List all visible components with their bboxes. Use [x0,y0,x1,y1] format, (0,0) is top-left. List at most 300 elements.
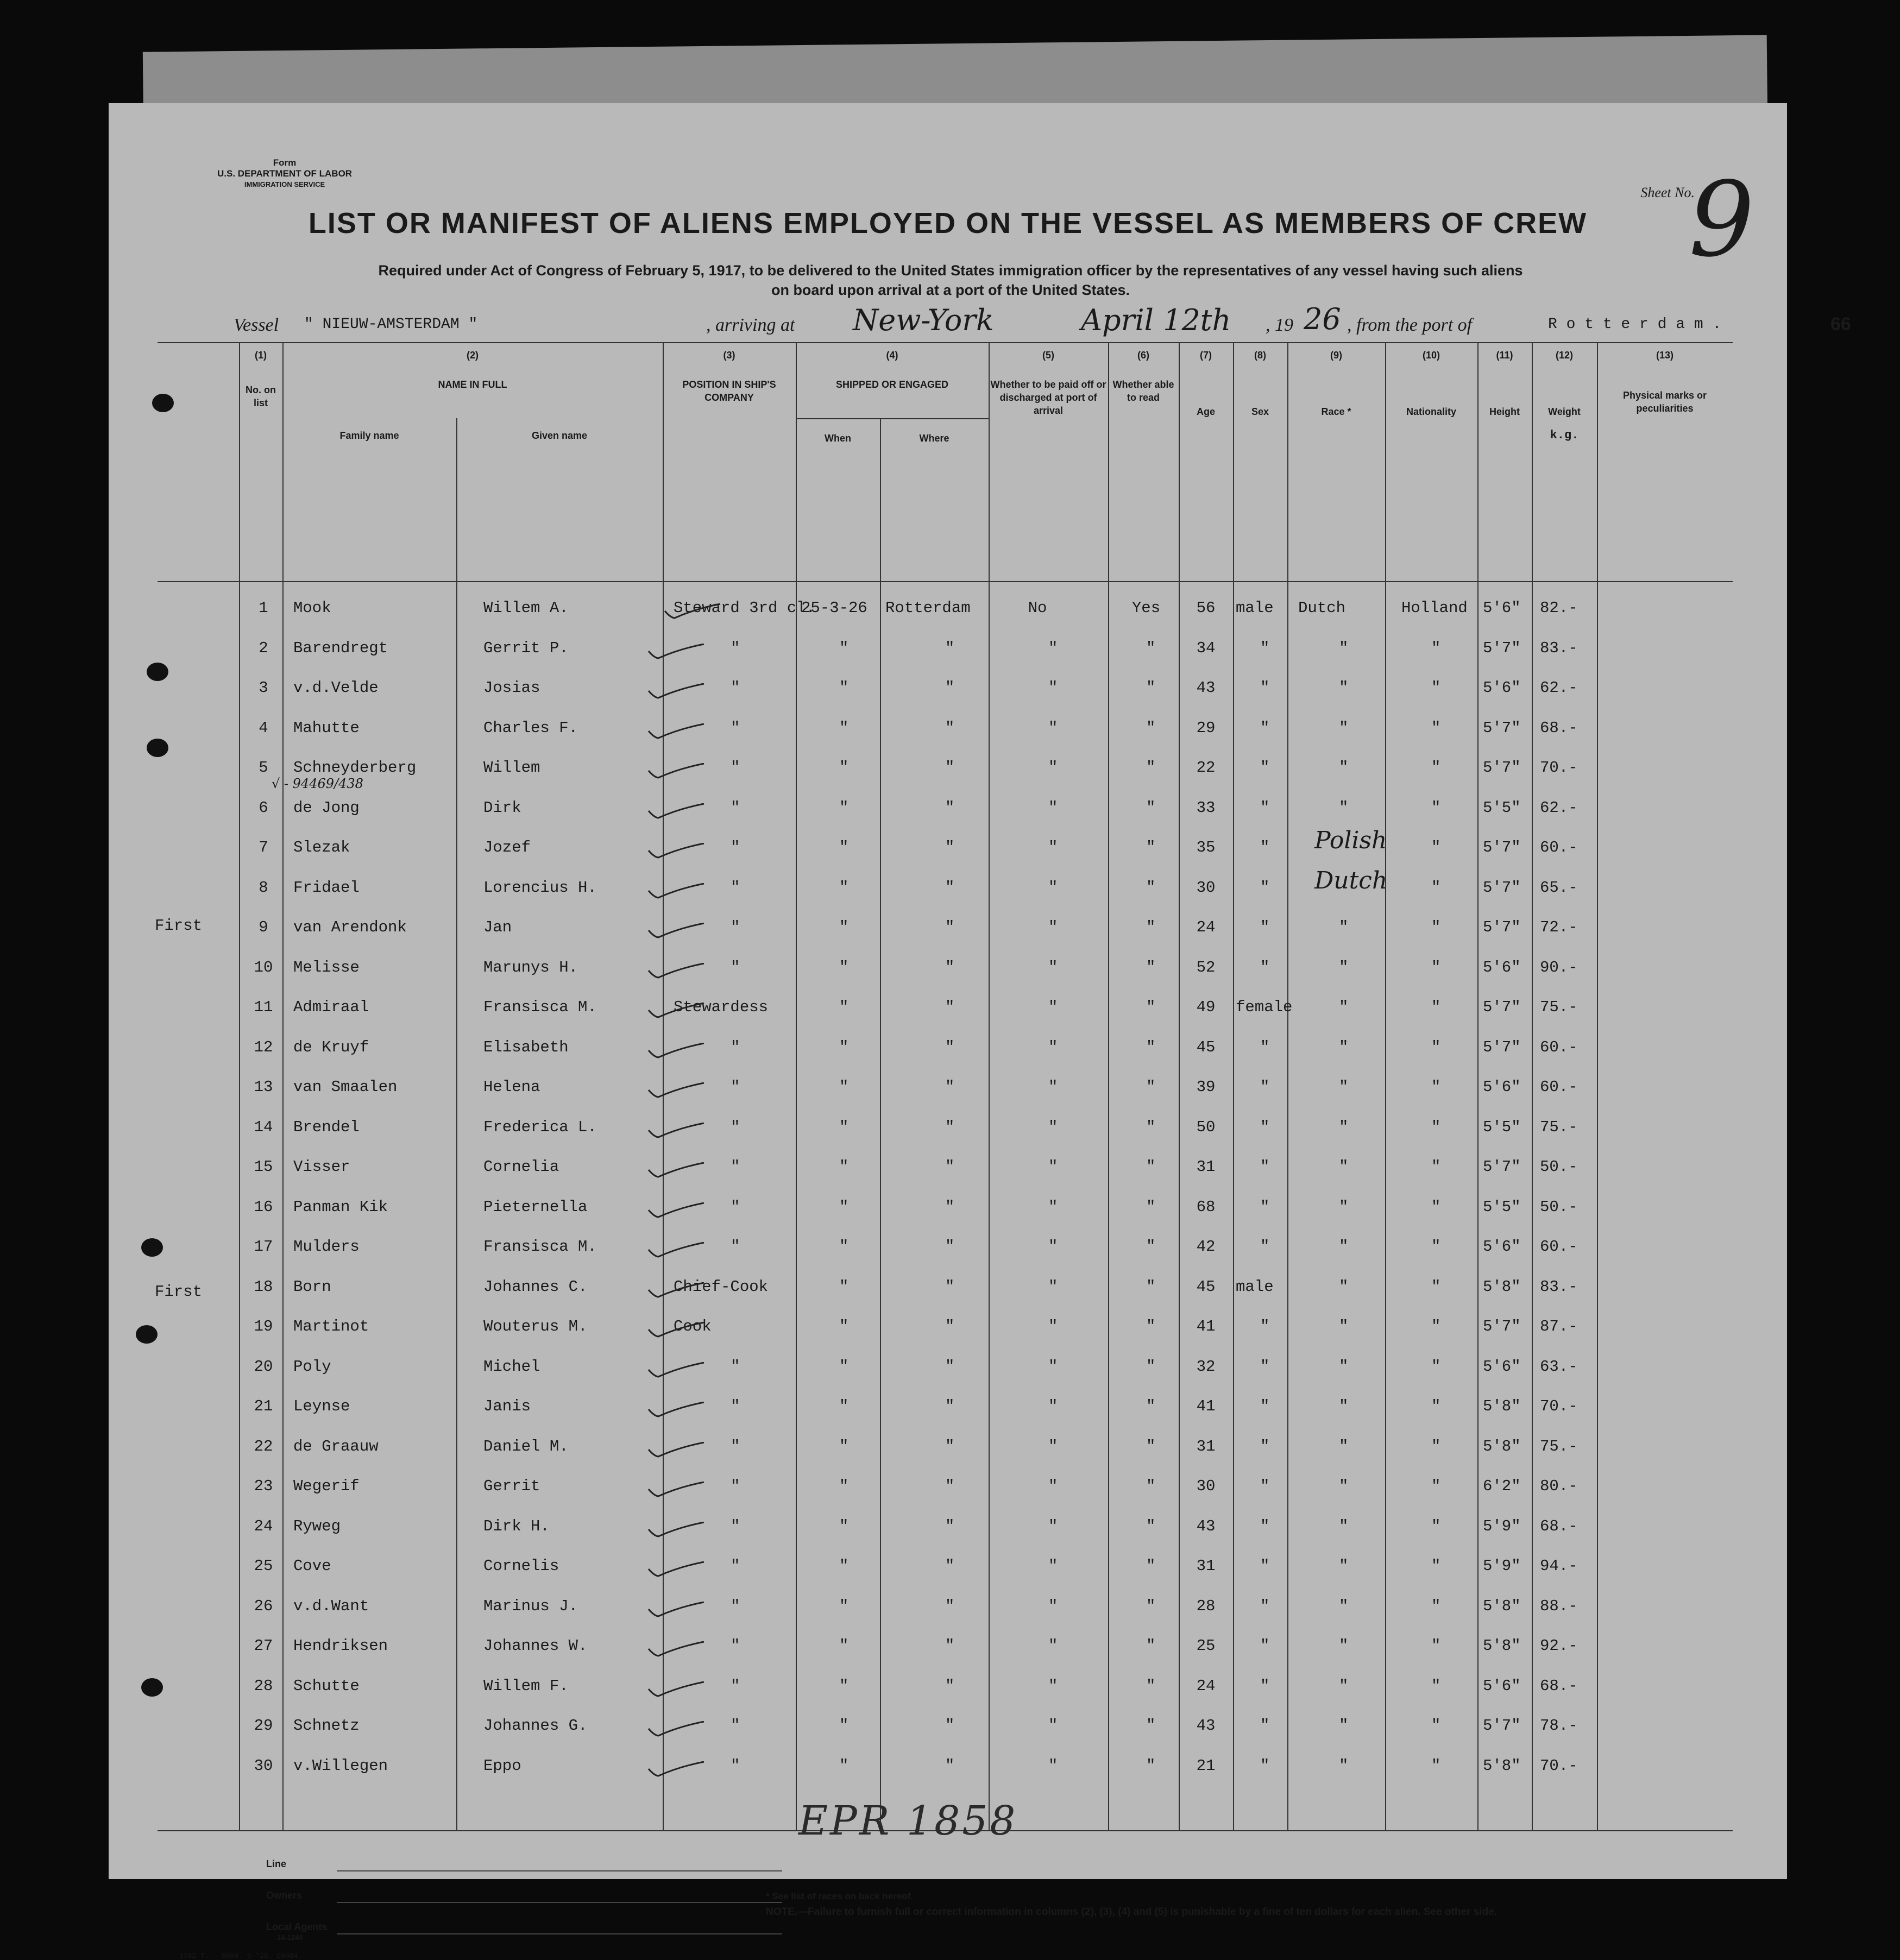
ditto-mark: " [1048,958,1058,976]
ditto-mark: " [1048,1437,1058,1455]
check-mark-icon [646,1162,706,1178]
cell-weight: 70.- [1540,759,1578,777]
binder-hole [152,394,174,412]
cell-weight: 90.- [1540,958,1578,976]
ditto-mark: " [731,1597,740,1615]
table-row [114,1587,1787,1627]
cell-age: 50 [1196,1118,1216,1136]
ditto-mark: " [1339,1078,1349,1096]
ditto-mark: " [1339,958,1349,976]
binder-hole [147,739,168,757]
cell-height: 5'7" [1483,918,1521,936]
ditto-mark: " [1431,1717,1441,1735]
ditto-mark: " [1339,918,1349,936]
cell-age: 21 [1196,1756,1216,1775]
ditto-mark: " [945,1437,955,1455]
ditto-mark: " [839,1677,849,1695]
ditto-mark: " [1048,1038,1058,1056]
cell-no: 23 [254,1477,273,1495]
ditto-mark: " [945,998,955,1016]
ditto-mark: " [1048,1477,1058,1495]
cell-family: Ryweg [293,1517,341,1535]
ditto-mark: " [1146,1078,1156,1096]
table-row [114,749,1787,791]
ditto-mark: " [839,958,849,976]
arrival-date: April 12th [1081,303,1231,337]
cell-weight: 83.- [1540,639,1578,657]
cell-family: v.d.Velde [293,679,379,697]
cell-given: Willem F. [483,1677,569,1695]
cell-given: Charles F. [483,719,578,737]
ditto-mark: " [945,1198,955,1216]
col-no-header: (1) No. on list [246,350,276,408]
table-row [114,1547,1787,1586]
cell-height: 5'7" [1483,878,1521,897]
cell-weight: 88.- [1540,1597,1578,1615]
cell-height: 5'9" [1483,1517,1521,1535]
cell-height: 5'5" [1483,1118,1521,1136]
ditto-mark: " [1431,1277,1441,1296]
cell-weight: 60.- [1540,1238,1578,1256]
table-row [114,1467,1787,1507]
ditto-mark: " [731,798,740,817]
cell-no: 5 [259,759,268,777]
ditto-mark: " [1431,1158,1441,1176]
ditto-mark: " [945,839,955,856]
binder-hole [141,1238,163,1257]
inspector-stamp: EPR 1858 [798,1798,1018,1844]
ditto-mark: " [1431,759,1441,777]
ditto-mark: " [945,1477,955,1495]
table-row [114,988,1787,1028]
ditto-mark: " [945,1717,955,1735]
cell-weight: 75.- [1540,998,1578,1016]
ditto-mark: " [1146,1557,1156,1575]
ditto-mark: " [1048,1756,1058,1775]
ditto-mark: " [731,1717,740,1735]
cell-weight: 70.- [1540,1756,1578,1775]
ditto-mark: " [1260,1038,1270,1056]
ditto-mark: " [1339,1357,1349,1376]
check-mark-icon [646,1082,706,1099]
check-mark-icon [646,1482,706,1498]
cell-family: v.d.Want [293,1597,369,1615]
table-row [114,1228,1787,1267]
col-given-header: Given name [531,430,588,441]
check-mark-icon [646,1242,706,1258]
ditto-mark: " [945,759,955,777]
table-row [114,1308,1787,1347]
ditto-mark: " [1339,1118,1349,1136]
cell-height: 5'8" [1483,1437,1521,1455]
ditto-mark: " [731,1038,740,1056]
cell-age: 52 [1196,958,1216,976]
ditto-mark: " [1260,1238,1270,1256]
ditto-mark: " [945,958,955,976]
ditto-mark: " [1048,1198,1058,1216]
department: U.S. DEPARTMENT OF LABOR [217,168,353,179]
ditto-mark: " [1431,798,1441,817]
ditto-mark: " [1146,1198,1156,1216]
ditto-mark: " [731,1756,740,1775]
check-mark-icon [646,1202,706,1219]
ditto-mark: " [945,1756,955,1775]
table-row [114,1108,1787,1148]
table-row [114,589,1787,628]
ditto-mark: " [1048,639,1058,657]
cell-no: 4 [259,719,268,737]
cell-no: 16 [254,1198,273,1216]
check-mark-icon [646,1003,706,1019]
check-mark-icon [646,1721,706,1737]
cell-height: 5'8" [1483,1597,1521,1615]
side-note-first-2: First [155,1283,203,1301]
ditto-mark: " [731,1357,740,1376]
cell-given: Johannes C. [483,1277,588,1296]
cell-given: Jozef [483,839,531,856]
ditto-mark: " [1048,1557,1058,1575]
cell-age: 22 [1196,759,1216,777]
ditto-mark: " [1260,1517,1270,1535]
ditto-mark: " [1146,1477,1156,1495]
cell-family: v.Willegen [293,1756,388,1775]
port-name: R o t t e r d a m . [1548,316,1722,333]
cell-age: 29 [1196,719,1216,737]
cell-given: Gerrit P. [483,639,569,657]
ditto-mark: " [945,1118,955,1136]
cell-age: 24 [1196,918,1216,936]
check-mark-icon [646,1123,706,1139]
table-row [114,789,1787,828]
cell-family: Brendel [293,1118,360,1136]
cell-age: 33 [1196,798,1216,817]
cell-paid: No [1028,599,1047,617]
ditto-mark: " [1048,1078,1058,1096]
ditto-mark: " [839,1277,849,1296]
cell-no: 6 [259,798,268,817]
ditto-mark: " [1260,1078,1270,1096]
ditto-mark: " [945,639,955,657]
ditto-mark: " [1146,639,1156,657]
cell-family: van Smaalen [293,1078,398,1096]
check-mark-icon [646,1561,706,1578]
ditto-mark: " [731,958,740,976]
subtitle-line-2: on board upon arrival at a port of the United States. [771,282,1130,298]
table-row [114,1707,1787,1746]
cell-where: Rotterdam [885,599,971,617]
cell-position: Steward 3rd cl. [674,599,816,617]
arriving-place: New-York [853,303,994,337]
cell-age: 34 [1196,639,1216,657]
cell-no: 28 [254,1677,273,1695]
cell-family: Schutte [293,1677,360,1695]
check-mark-icon [646,963,706,979]
ditto-mark: " [1146,1677,1156,1695]
ditto-mark: " [1260,1437,1270,1455]
agents-label: Local Agents [266,1921,328,1932]
cell-age: 45 [1196,1038,1216,1056]
cell-no: 26 [254,1597,273,1615]
col-family-header: Family name [339,430,399,441]
ditto-mark: " [1048,798,1058,817]
check-mark-icon [646,1602,706,1618]
cell-family: Schnetz [293,1717,360,1735]
agents-field [337,1933,782,1934]
cell-age: 31 [1196,1437,1216,1455]
from-port-label: , from the port of [1347,315,1473,335]
ditto-mark: " [731,1517,740,1535]
line-field [337,1870,782,1871]
ditto-mark: " [1431,998,1441,1016]
ditto-mark: " [1260,1397,1270,1415]
table-row [114,1428,1787,1467]
ditto-mark: " [1260,639,1270,657]
cell-given: Gerrit [483,1477,540,1495]
cell-family: Hendriksen [293,1637,388,1655]
cell-no: 29 [254,1717,273,1735]
ditto-mark: " [1048,1637,1058,1655]
ditto-mark: " [945,1517,955,1535]
cell-no: 1 [259,599,268,617]
ditto-mark: " [945,1078,955,1096]
ditto-mark: " [731,1477,740,1495]
ditto-mark: " [1048,719,1058,737]
cell-no: 21 [254,1397,273,1415]
cell-weight: 62.- [1540,798,1578,817]
ditto-mark: " [731,719,740,737]
cell-height: 5'6" [1483,1238,1521,1256]
ditto-mark: " [1146,1118,1156,1136]
cell-weight: 72.- [1540,918,1578,936]
ditto-mark: " [1146,1517,1156,1535]
ditto-mark: " [1146,1437,1156,1455]
cell-weight: 94.- [1540,1557,1578,1575]
ditto-mark: " [839,1318,849,1335]
year-prefix: , 19 [1266,315,1293,335]
cell-no: 9 [259,918,268,936]
cell-given: Marinus J. [483,1597,578,1615]
ditto-mark: " [1339,1477,1349,1495]
cell-given: Dirk [483,798,521,817]
check-mark-icon [646,1522,706,1538]
cell-no: 30 [254,1756,273,1775]
ditto-mark: " [731,1078,740,1096]
cell-given: Fransisca M. [483,998,597,1016]
ditto-mark: " [1048,878,1058,897]
ditto-mark: " [1431,1318,1441,1335]
ditto-mark: " [839,998,849,1016]
cell-given: Frederica L. [483,1118,597,1136]
cell-no: 11 [254,998,273,1016]
cell-age: 30 [1196,1477,1216,1495]
cell-race: Dutch [1298,599,1346,617]
table-row [114,1388,1787,1427]
cell-given: Pieternella [483,1198,588,1216]
ditto-mark: " [731,759,740,777]
ditto-mark: " [1260,958,1270,976]
cell-age: 68 [1196,1198,1216,1216]
cell-family: Schneyderberg [293,759,417,777]
table-row [114,1627,1787,1666]
ditto-mark: " [839,878,849,897]
cell-family: Visser [293,1158,350,1176]
ditto-mark: " [731,1397,740,1415]
vessel-label: Vessel [234,315,279,335]
side-note-first-1: First [155,917,203,935]
ditto-mark: " [1260,1477,1270,1495]
cell-height: 5'7" [1483,1158,1521,1176]
ditto-mark: " [1260,1557,1270,1575]
ditto-mark: " [1048,1517,1058,1535]
cell-no: 10 [254,958,273,976]
check-mark-icon [646,1402,706,1418]
cell-age: 30 [1196,878,1216,897]
cell-height: 5'7" [1483,1318,1521,1335]
cell-no: 7 [259,839,268,856]
cell-height: 5'7" [1483,759,1521,777]
ditto-mark: " [945,918,955,936]
check-mark-icon [646,1641,706,1658]
check-mark-icon [646,1681,706,1698]
ditto-mark: " [1260,878,1270,897]
ditto-mark: " [1260,759,1270,777]
ditto-mark: " [839,1637,849,1655]
ditto-mark: " [945,1397,955,1415]
ditto-mark: " [1048,1357,1058,1376]
penalty-note: NOTE.—Failure to furnish full or correct information in columns (2), (3), (4) and (5) is punishable by a fine of ten dollars for each alien. See other side. [766,1906,1498,1918]
table-row [114,1268,1787,1307]
cell-nat: Holland [1401,599,1468,617]
cell-weight: 60.- [1540,839,1578,856]
cell-family: Slezak [293,839,350,856]
col-age-header: (7) Age [1196,350,1215,417]
cell-weight: 82.- [1540,599,1578,617]
check-mark-icon [646,1761,706,1778]
ditto-mark: " [1146,1238,1156,1256]
ditto-mark: " [1048,1677,1058,1695]
ditto-mark: " [1146,1318,1156,1335]
ditto-mark: " [1339,679,1349,697]
cell-family: Leynse [293,1397,350,1415]
ditto-mark: " [1146,1397,1156,1415]
check-mark-icon [646,1362,706,1378]
form-label: Form [273,157,297,168]
ditto-mark: " [1431,1677,1441,1695]
ditto-mark: " [731,918,740,936]
race-handwritten: Dutch [1314,866,1388,894]
check-mark-icon [646,1442,706,1458]
cell-age: 32 [1196,1357,1216,1376]
ditto-mark: " [731,878,740,897]
table-row [114,1148,1787,1187]
cell-age: 41 [1196,1397,1216,1415]
ditto-mark: " [1260,1756,1270,1775]
ditto-mark: " [1146,839,1156,856]
check-mark-icon [646,883,706,899]
ditto-mark: " [1339,1277,1349,1296]
cell-family: Martinot [293,1318,369,1335]
ditto-mark: " [1431,719,1441,737]
check-mark-icon [646,1322,706,1338]
cell-height: 5'6" [1483,599,1521,617]
cell-no: 15 [254,1158,273,1176]
col-race-header: (9) Race * [1321,350,1351,417]
cell-height: 5'8" [1483,1756,1521,1775]
header-bottom-line [158,581,1733,582]
ditto-mark: " [1146,1158,1156,1176]
service: IMMIGRATION SERVICE [244,180,325,188]
ditto-mark: " [1339,1677,1349,1695]
table-row [114,949,1787,988]
cell-height: 5'8" [1483,1637,1521,1655]
binder-hole [141,1678,163,1697]
ditto-mark: " [945,1277,955,1296]
cell-sex: male [1236,1277,1274,1296]
cell-weight: 68.- [1540,1517,1578,1535]
cell-given: Cornelis [483,1557,559,1575]
cell-family: Barendregt [293,639,388,657]
ditto-mark: " [1431,839,1441,856]
ditto-mark: " [839,1517,849,1535]
ditto-mark: " [1339,998,1349,1016]
cell-no: 22 [254,1437,273,1455]
cell-family: Melisse [293,958,360,976]
ditto-mark: " [945,798,955,817]
table-row [114,1348,1787,1387]
ditto-mark: " [1048,1118,1058,1136]
ditto-mark: " [1339,1397,1349,1415]
cell-given: Dirk H. [483,1517,550,1535]
cell-weight: 50.- [1540,1198,1578,1216]
ditto-mark: " [945,1158,955,1176]
cell-sex: male [1236,599,1274,617]
col-read-header: (6) Whether able to read [1112,350,1174,403]
col-paid-header: (5) Whether to be paid off or discharged at port of arrival [990,350,1106,416]
ditto-mark: " [1048,1277,1058,1296]
cell-no: 8 [259,878,268,897]
cell-position: Chief-Cook [674,1277,769,1296]
cell-height: 5'5" [1483,798,1521,817]
cell-family: Mahutte [293,719,360,737]
cell-given: Willem A. [483,599,569,617]
table-row [114,1029,1787,1068]
arriving-label: , arriving at [706,315,795,335]
cell-weight: 68.- [1540,1677,1578,1695]
subheader-line [796,418,989,419]
ditto-mark: " [839,639,849,657]
check-mark-icon [646,683,706,699]
cell-no: 18 [254,1277,273,1296]
ditto-mark: " [731,1238,740,1256]
ditto-mark: " [731,639,740,657]
ditto-mark: " [839,1437,849,1455]
ditto-mark: " [1431,1517,1441,1535]
ditto-mark: " [1260,798,1270,817]
ditto-mark: " [1260,719,1270,737]
table-row [114,629,1787,669]
ditto-mark: " [1146,719,1156,737]
cell-family: Mook [293,599,331,617]
cell-weight: 70.- [1540,1397,1578,1415]
ditto-mark: " [945,1357,955,1376]
cell-position: Stewardess [674,998,769,1016]
cell-no: 19 [254,1318,273,1335]
cell-read: Yes [1131,599,1161,617]
ditto-mark: " [731,1437,740,1455]
check-mark-icon [646,1282,706,1299]
ditto-mark: " [1339,1437,1349,1455]
ditto-mark: " [1431,1557,1441,1575]
